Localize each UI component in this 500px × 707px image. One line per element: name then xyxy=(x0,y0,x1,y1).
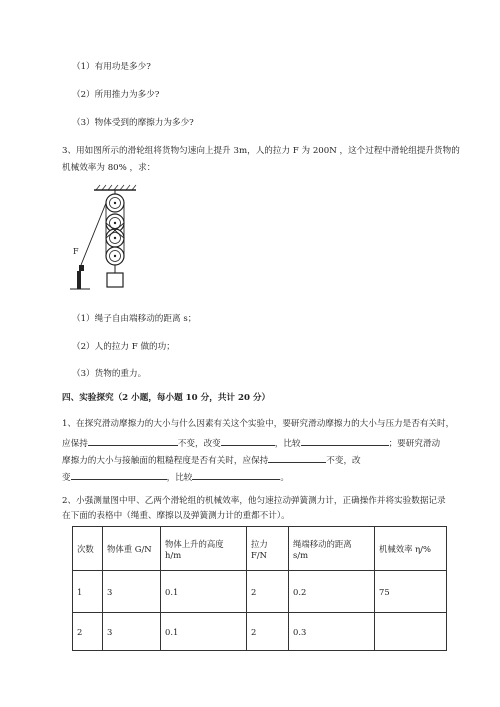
q2-part-1: （1）有用功是多少? xyxy=(72,62,151,72)
q3-text-line-2: 机械效率为 80% ，求： xyxy=(62,163,156,173)
header-cell: 次数 xyxy=(73,527,103,571)
table-cell: 0.3 xyxy=(289,613,375,651)
experiment-table xyxy=(72,526,447,651)
s4-q1-text: ，比较 xyxy=(274,439,301,449)
table-cell: 1 xyxy=(73,571,103,613)
s4-q1-text: 应保持 xyxy=(62,439,88,449)
table-cell: 3 xyxy=(103,613,161,651)
table-cell: 2 xyxy=(247,613,289,651)
s4-q1-text: 不变，改变 xyxy=(177,439,221,449)
header-cell: 机械效率 η/% xyxy=(375,527,447,571)
header-cell: 物体上升的高度 h/m xyxy=(161,527,247,571)
table-cell: 75 xyxy=(375,571,447,613)
section-4-heading: 四、实验探究（2 小题，每小题 10 分，共计 20 分） xyxy=(62,393,271,403)
s4-q1-line-1: 1、在探究滑动摩擦力的大小与什么因素有关这个实验中，要研究滑动摩擦力的大小与压力是否有关时， xyxy=(62,419,455,429)
answer-blank[interactable] xyxy=(192,470,280,480)
answer-blank[interactable] xyxy=(88,436,178,446)
s4-q1-text: 不变，改 xyxy=(326,456,361,466)
s4-q1-text: 摩擦力的大小与接触面的粗糙程度是否有关时，应保持 xyxy=(62,456,269,466)
s4-q2-line-1: 2、小强测量图中甲、乙两个滑轮组的机械效率，他匀速拉动弹簧测力计，正确操作并将实验数据记录 xyxy=(62,496,446,506)
table-cell: 0.1 xyxy=(161,613,247,651)
header-cell: 拉力 F/N xyxy=(247,527,289,571)
q3-part-2: （2）人的拉力 F 做的功； xyxy=(72,342,175,352)
answer-blank[interactable] xyxy=(221,436,275,446)
header-cell: 绳端移动的距离 s/m xyxy=(289,527,375,571)
q3-part-3: （3）货物的重力。 xyxy=(72,369,147,379)
answer-blank[interactable] xyxy=(301,436,389,446)
table-cell: 0.1 xyxy=(161,571,247,613)
s4-q2-line-2: 在下面的表格中（绳重、摩擦以及弹簧测力计的重都不计）。 xyxy=(62,511,290,521)
s4-q1-text: ，比较 xyxy=(166,473,193,483)
s4-q1-line-2 xyxy=(62,436,440,450)
q2-part-2: （2）所用推力为多少? xyxy=(72,90,160,100)
q3-text-line-1: 3、用如图所示的滑轮组将货物匀速向上提升 3m，人的拉力 F 为 200N ，这个过程中滑轮组提升货物的 xyxy=(62,146,460,156)
header-cell: 物体重 G/N xyxy=(103,527,161,571)
table-cell: 2 xyxy=(73,613,103,651)
q2-part-3: （3）物体受到的摩擦力为多少? xyxy=(72,118,194,128)
s4-q1-text: 变 xyxy=(62,473,71,483)
table-cell: 2 xyxy=(247,571,289,613)
answer-blank[interactable] xyxy=(71,470,167,480)
answer-blank[interactable] xyxy=(268,453,326,463)
s4-q1-text: ；要研究滑动 xyxy=(388,439,441,449)
table-header-row xyxy=(73,527,447,571)
s4-q1-line-3 xyxy=(62,453,361,467)
pulley-system-figure xyxy=(60,183,140,295)
q3-part-1: （1）绳子自由端移动的距离 s； xyxy=(72,314,197,324)
table-row xyxy=(73,571,447,613)
s4-q1-text: 。 xyxy=(280,473,290,483)
table-cell xyxy=(375,613,447,651)
s4-q1-line-4 xyxy=(62,470,289,484)
table-row xyxy=(73,613,447,651)
table-cell: 3 xyxy=(103,571,161,613)
table-cell: 0.2 xyxy=(289,571,375,613)
figure-force-label: F xyxy=(73,247,79,256)
